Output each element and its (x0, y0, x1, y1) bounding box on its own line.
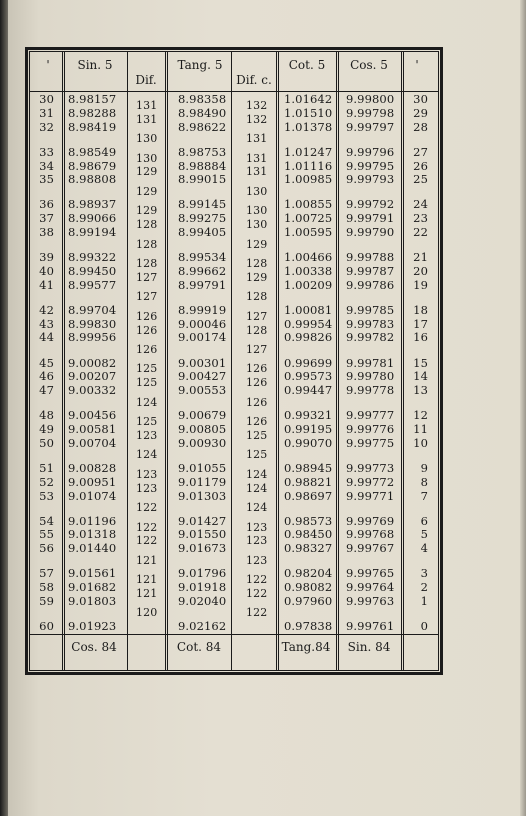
table-row-tang: 8.98490 (178, 105, 227, 120)
difc-value: 129 (246, 237, 268, 251)
dif-value: 121 (136, 573, 158, 587)
table-row-sin: 9.00581 (68, 422, 117, 436)
table-row-cos: 9.99786 (346, 277, 395, 292)
table-row-sin: 9.00951 (68, 474, 117, 489)
table-row-minute-right: 28 (413, 119, 428, 134)
table-row-tang: 8.99275 (178, 211, 227, 226)
table-row-sin: 9.00704 (68, 435, 117, 450)
table-row-cot: 0.98697 (284, 488, 333, 503)
difc-value: 127 (246, 342, 268, 356)
table-row-cos: 9.99783 (346, 316, 395, 331)
difc-value: 123 (246, 534, 268, 548)
table-row-cos: 9.99782 (346, 330, 395, 345)
table-row-cos: 9.99771 (346, 488, 395, 503)
table-row-sin: 8.99956 (68, 330, 117, 345)
table-row-cos: 9.99792 (346, 197, 395, 212)
table-row-minute-right: 30 (413, 92, 428, 106)
dif-value: 131 (136, 98, 158, 112)
table-row-tang: 9.00553 (178, 383, 227, 398)
difc-value: 126 (246, 395, 268, 409)
table-row-cot: 0.99195 (284, 422, 333, 436)
table-row-minute-right: 25 (413, 172, 428, 187)
table-row-minute-right: 16 (413, 330, 428, 345)
table-row-cot: 1.00985 (284, 172, 333, 187)
table-row-sin: 9.01682 (68, 580, 117, 595)
column-rule (127, 51, 128, 671)
table-row-cot: 0.98821 (284, 474, 333, 489)
table-row-minute-right: 17 (413, 316, 428, 331)
table-row-minute-right: 21 (413, 250, 428, 265)
table-row-sin: 8.98937 (68, 197, 117, 212)
dif-value: 129 (136, 204, 158, 218)
dif-value: 130 (136, 151, 158, 165)
dif-value: 123 (136, 428, 158, 442)
dif-value: 126 (136, 342, 158, 356)
table-row-cos: 9.99793 (346, 172, 395, 187)
table-row-tang: 9.01918 (178, 580, 227, 595)
table-row-sin: 8.99322 (68, 250, 117, 265)
difc-value: 130 (246, 218, 268, 232)
page-edge (520, 0, 526, 816)
table-row-sin: 9.00332 (68, 383, 117, 398)
table-row-minute: 55 (39, 527, 54, 542)
difc-value: 126 (246, 376, 268, 390)
table-row-minute: 56 (39, 541, 54, 556)
table-row-cot: 0.98450 (284, 527, 333, 542)
table-row-sin: 9.00456 (68, 408, 117, 423)
table-row-cos: 9.99777 (346, 408, 395, 423)
table-row-minute: 39 (39, 250, 54, 265)
table-row-minute-right: 24 (413, 197, 428, 212)
dif-value: 127 (136, 290, 158, 304)
footer-sin: Cos. 84 (71, 640, 117, 654)
header-minute-right: ' (415, 58, 419, 72)
table-row-minute: 52 (39, 474, 54, 489)
table-row-minute-right: 11 (413, 422, 428, 436)
table-row-tang: 8.99405 (178, 225, 227, 239)
difc-value: 126 (246, 415, 268, 429)
dif-value: 125 (136, 415, 158, 429)
table-row-sin: 8.99830 (68, 316, 117, 331)
table-row-minute-right: 15 (413, 355, 428, 370)
table-row-minute: 34 (39, 158, 54, 173)
table-row-tang: 8.99534 (178, 250, 227, 265)
table-row-cot: 0.97838 (284, 619, 333, 633)
table-row-tang: 8.99662 (178, 263, 227, 278)
table-row-tang: 9.02040 (178, 593, 227, 608)
table-row-tang: 8.98622 (178, 119, 227, 134)
table-row-cot: 0.99699 (284, 355, 333, 370)
table-row-minute-right: 3 (420, 566, 428, 581)
table-row-sin: 8.98808 (68, 172, 117, 187)
table-row-minute: 53 (39, 488, 54, 503)
difc-value: 127 (246, 309, 268, 323)
table-row-cos: 9.99776 (346, 422, 395, 436)
table-row-minute-right: 9 (420, 460, 428, 475)
dif-value: 122 (136, 501, 158, 515)
table-row-sin: 9.01074 (68, 488, 117, 503)
dif-value: 123 (136, 481, 158, 495)
table-row-tang: 9.00427 (178, 369, 227, 384)
table-row-cot: 1.01116 (284, 158, 333, 173)
difc-value: 131 (246, 151, 268, 165)
difc-value: 131 (246, 132, 268, 146)
table-row-tang: 9.00930 (178, 435, 227, 450)
table-row-minute-right: 4 (420, 541, 428, 556)
table-row-sin: 8.98419 (68, 119, 117, 134)
table-row-tang: 9.00679 (178, 408, 227, 423)
table-row-cos: 9.99778 (346, 383, 395, 398)
column-rule (336, 51, 342, 671)
table-row-cot: 0.98204 (284, 566, 333, 581)
table-row-minute-right: 7 (420, 488, 428, 503)
table-row-tang: 9.01673 (178, 541, 227, 556)
table-row-minute-right: 22 (413, 225, 428, 239)
table-row-minute: 47 (39, 383, 54, 398)
table-row-cos: 9.99790 (346, 225, 395, 239)
table-row-tang: 8.98358 (178, 92, 227, 106)
table-row-cot: 1.00855 (284, 197, 333, 212)
difc-value: 125 (246, 448, 268, 462)
difc-value: 131 (246, 165, 268, 179)
table-row-minute-right: 8 (420, 474, 428, 489)
table-row-minute: 57 (39, 566, 54, 581)
table-row-cot: 0.99070 (284, 435, 333, 450)
table-row-cos: 9.99800 (346, 92, 395, 106)
footer-cot: Tang.84 (281, 640, 331, 654)
table-row-minute-right: 0 (420, 619, 428, 633)
dif-value: 124 (136, 395, 158, 409)
table-row-cot: 1.00725 (284, 211, 333, 226)
table-row-minute-right: 29 (413, 105, 428, 120)
table-row-minute-right: 12 (413, 408, 428, 423)
table-row-minute-right: 10 (413, 435, 428, 450)
header-dif: Dif. (135, 73, 157, 87)
dif-value: 129 (136, 184, 158, 198)
difc-value: 128 (246, 257, 268, 270)
table-row-tang: 9.00301 (178, 355, 227, 370)
dif-value: 130 (136, 132, 158, 146)
table-row-cot: 1.01510 (284, 105, 333, 120)
dif-value: 131 (136, 112, 158, 126)
footer-tang: Cot. 84 (176, 640, 222, 654)
table-row-cos: 9.99772 (346, 474, 395, 489)
table-row-cos: 9.99768 (346, 527, 395, 542)
difc-value: 124 (246, 501, 268, 515)
table-row-minute-right: 5 (420, 527, 428, 542)
table-row-minute: 32 (39, 119, 54, 134)
table-row-minute: 40 (39, 263, 54, 278)
difc-value: 130 (246, 184, 268, 198)
table-row-minute: 44 (39, 330, 54, 345)
table-row-tang: 8.99015 (178, 172, 227, 187)
table-row-cos: 9.99767 (346, 541, 395, 556)
difc-value: 129 (246, 270, 268, 284)
table-row-cos: 9.99764 (346, 580, 395, 595)
table-row-sin: 9.01196 (68, 513, 117, 528)
difc-value: 123 (246, 553, 268, 567)
table-row-cot: 0.98082 (284, 580, 333, 595)
table-row-sin: 8.99450 (68, 263, 117, 278)
table-row-minute: 42 (39, 302, 54, 317)
dif-value: 129 (136, 165, 158, 179)
table-row-cot: 1.00466 (284, 250, 333, 265)
table-row-tang: 8.99919 (178, 302, 227, 317)
table-row-cos: 9.99769 (346, 513, 395, 528)
table-row-minute-right: 18 (413, 302, 428, 317)
header-difc: Dif. c. (236, 73, 272, 87)
table-row-minute: 35 (39, 172, 54, 187)
table-row-minute-right: 26 (413, 158, 428, 173)
table-row-cot: 1.01642 (284, 92, 333, 106)
dif-value: 121 (136, 587, 158, 600)
table-row-cos: 9.99773 (346, 460, 395, 475)
footer-cos: Sin. 84 (347, 640, 391, 654)
difc-value: 122 (246, 587, 268, 600)
difc-value: 125 (246, 428, 268, 442)
dif-value: 128 (136, 237, 158, 251)
table-row-minute-right: 23 (413, 211, 428, 226)
table-row-sin: 9.01803 (68, 593, 117, 608)
dif-value: 122 (136, 520, 158, 534)
table-row-minute: 60 (39, 619, 54, 633)
table-row-cot: 1.00595 (284, 225, 333, 239)
table-row-sin: 8.99577 (68, 277, 117, 292)
table-row-cot: 1.00209 (284, 277, 333, 292)
table-row-minute-right: 14 (413, 369, 428, 384)
table-row-cos: 9.99787 (346, 263, 395, 278)
table-row-sin: 9.00082 (68, 355, 117, 370)
table-row-minute: 51 (39, 460, 54, 475)
table-row-cot: 0.99573 (284, 369, 333, 384)
column-rule (276, 51, 282, 671)
table-row-tang: 9.01550 (178, 527, 227, 542)
dif-value: 121 (136, 553, 158, 567)
table-row-minute-right: 6 (420, 513, 428, 528)
table-row-tang: 8.99145 (178, 197, 227, 212)
table-row-minute: 43 (39, 316, 54, 331)
table-row-cos: 9.99796 (346, 144, 395, 159)
table-row-tang: 9.00805 (178, 422, 227, 436)
difc-value: 122 (246, 606, 268, 620)
table-row-minute: 37 (39, 211, 54, 226)
table-row-cot: 1.00081 (284, 302, 333, 317)
table-row-tang: 9.01055 (178, 460, 227, 475)
dif-value: 127 (136, 270, 158, 284)
table-row-cos: 9.99761 (346, 619, 395, 633)
dif-value: 125 (136, 376, 158, 390)
table-row-cot: 1.01247 (284, 144, 333, 159)
table-row-minute: 54 (39, 513, 54, 528)
table-row-sin: 9.00828 (68, 460, 117, 475)
table-row-cos: 9.99785 (346, 302, 395, 317)
table-row-minute: 38 (39, 225, 54, 239)
table-row-sin: 9.00207 (68, 369, 117, 384)
table-row-cos: 9.99798 (346, 105, 395, 120)
table-row-tang: 9.01796 (178, 566, 227, 581)
dif-value: 126 (136, 323, 158, 337)
difc-value: 132 (246, 98, 268, 112)
table-row-cot: 0.99826 (284, 330, 333, 345)
table-row-cot: 0.99447 (284, 383, 333, 398)
table-row-sin: 8.99704 (68, 302, 117, 317)
table-row-minute: 58 (39, 580, 54, 595)
table-row-cos: 9.99781 (346, 355, 395, 370)
table-row-minute-right: 1 (420, 593, 428, 608)
table-row-cot: 0.97960 (284, 593, 333, 608)
table-row-minute: 31 (39, 105, 54, 120)
difc-value: 124 (246, 481, 268, 495)
table-row-cot: 1.01378 (284, 119, 333, 134)
table-row-minute: 59 (39, 593, 54, 608)
difc-value: 132 (246, 112, 268, 126)
table-row-tang: 8.98884 (178, 158, 227, 173)
table-row-sin: 9.01318 (68, 527, 117, 542)
table-row-sin: 8.98549 (68, 144, 117, 159)
table-row-minute: 50 (39, 435, 54, 450)
table-row-sin: 8.99194 (68, 225, 117, 239)
difc-value: 128 (246, 290, 268, 304)
table-row-cos: 9.99788 (346, 250, 395, 265)
table-row-cos: 9.99763 (346, 593, 395, 608)
table-row-minute: 49 (39, 422, 54, 436)
table-row-cot: 0.99321 (284, 408, 333, 423)
header-tang: Tang. 5 (177, 58, 223, 72)
table-row-minute: 36 (39, 197, 54, 212)
difc-value: 130 (246, 204, 268, 218)
dif-value: 128 (136, 257, 158, 270)
header-sin: Sin. 5 (77, 58, 113, 72)
table-row-cos: 9.99791 (346, 211, 395, 226)
table-row-minute: 41 (39, 277, 54, 292)
table-row-cos: 9.99780 (346, 369, 395, 384)
table-row-sin: 8.98157 (68, 92, 117, 106)
table-row-cot: 0.98573 (284, 513, 333, 528)
table-row-sin: 9.01923 (68, 619, 117, 633)
column-rule (231, 51, 232, 671)
table-row-cot: 0.99954 (284, 316, 333, 331)
table-row-cos: 9.99765 (346, 566, 395, 581)
difc-value: 128 (246, 323, 268, 337)
footer-rule (29, 634, 439, 635)
table-row-tang: 9.01303 (178, 488, 227, 503)
table-row-tang: 8.99791 (178, 277, 227, 292)
table-row-tang: 9.00174 (178, 330, 227, 345)
dif-value: 126 (136, 309, 158, 323)
table-row-sin: 9.01561 (68, 566, 117, 581)
table-row-tang: 8.98753 (178, 144, 227, 159)
table-row-cot: 0.98945 (284, 460, 333, 475)
table-row-tang: 9.01179 (178, 474, 227, 489)
table-row-minute-right: 2 (420, 580, 428, 595)
table-row-minute-right: 27 (413, 144, 428, 159)
table-row-sin: 8.99066 (68, 211, 117, 226)
header-cos: Cos. 5 (350, 58, 388, 72)
table-row-cot: 1.00338 (284, 263, 333, 278)
table-row-minute: 33 (39, 144, 54, 159)
column-rule (165, 51, 171, 671)
table-row-minute-right: 13 (413, 383, 428, 398)
dif-value: 125 (136, 362, 158, 376)
table-row-minute-right: 19 (413, 277, 428, 292)
dif-value: 128 (136, 218, 158, 232)
difc-value: 126 (246, 362, 268, 376)
table-row-cos: 9.99795 (346, 158, 395, 173)
table-row-minute: 30 (39, 92, 54, 106)
table-row-tang: 9.00046 (178, 316, 227, 331)
dif-value: 123 (136, 467, 158, 481)
table-row-cot: 0.98327 (284, 541, 333, 556)
difc-value: 122 (246, 573, 268, 587)
table-row-cos: 9.99775 (346, 435, 395, 450)
dif-value: 122 (136, 534, 158, 548)
table-row-minute: 46 (39, 369, 54, 384)
table-row-tang: 9.02162 (178, 619, 227, 633)
table-row-minute: 48 (39, 408, 54, 423)
difc-value: 124 (246, 467, 268, 481)
table-row-minute-right: 20 (413, 263, 428, 278)
table-row-minute: 45 (39, 355, 54, 370)
table-row-sin: 8.98679 (68, 158, 117, 173)
dif-value: 124 (136, 448, 158, 462)
table-row-tang: 9.01427 (178, 513, 227, 528)
dif-value: 120 (136, 606, 158, 620)
header-cot: Cot. 5 (288, 58, 326, 72)
difc-value: 123 (246, 520, 268, 534)
table-row-sin: 9.01440 (68, 541, 117, 556)
table-row-sin: 8.98288 (68, 105, 117, 120)
table-row-cos: 9.99797 (346, 119, 395, 134)
header-minute-left: ' (46, 58, 50, 72)
